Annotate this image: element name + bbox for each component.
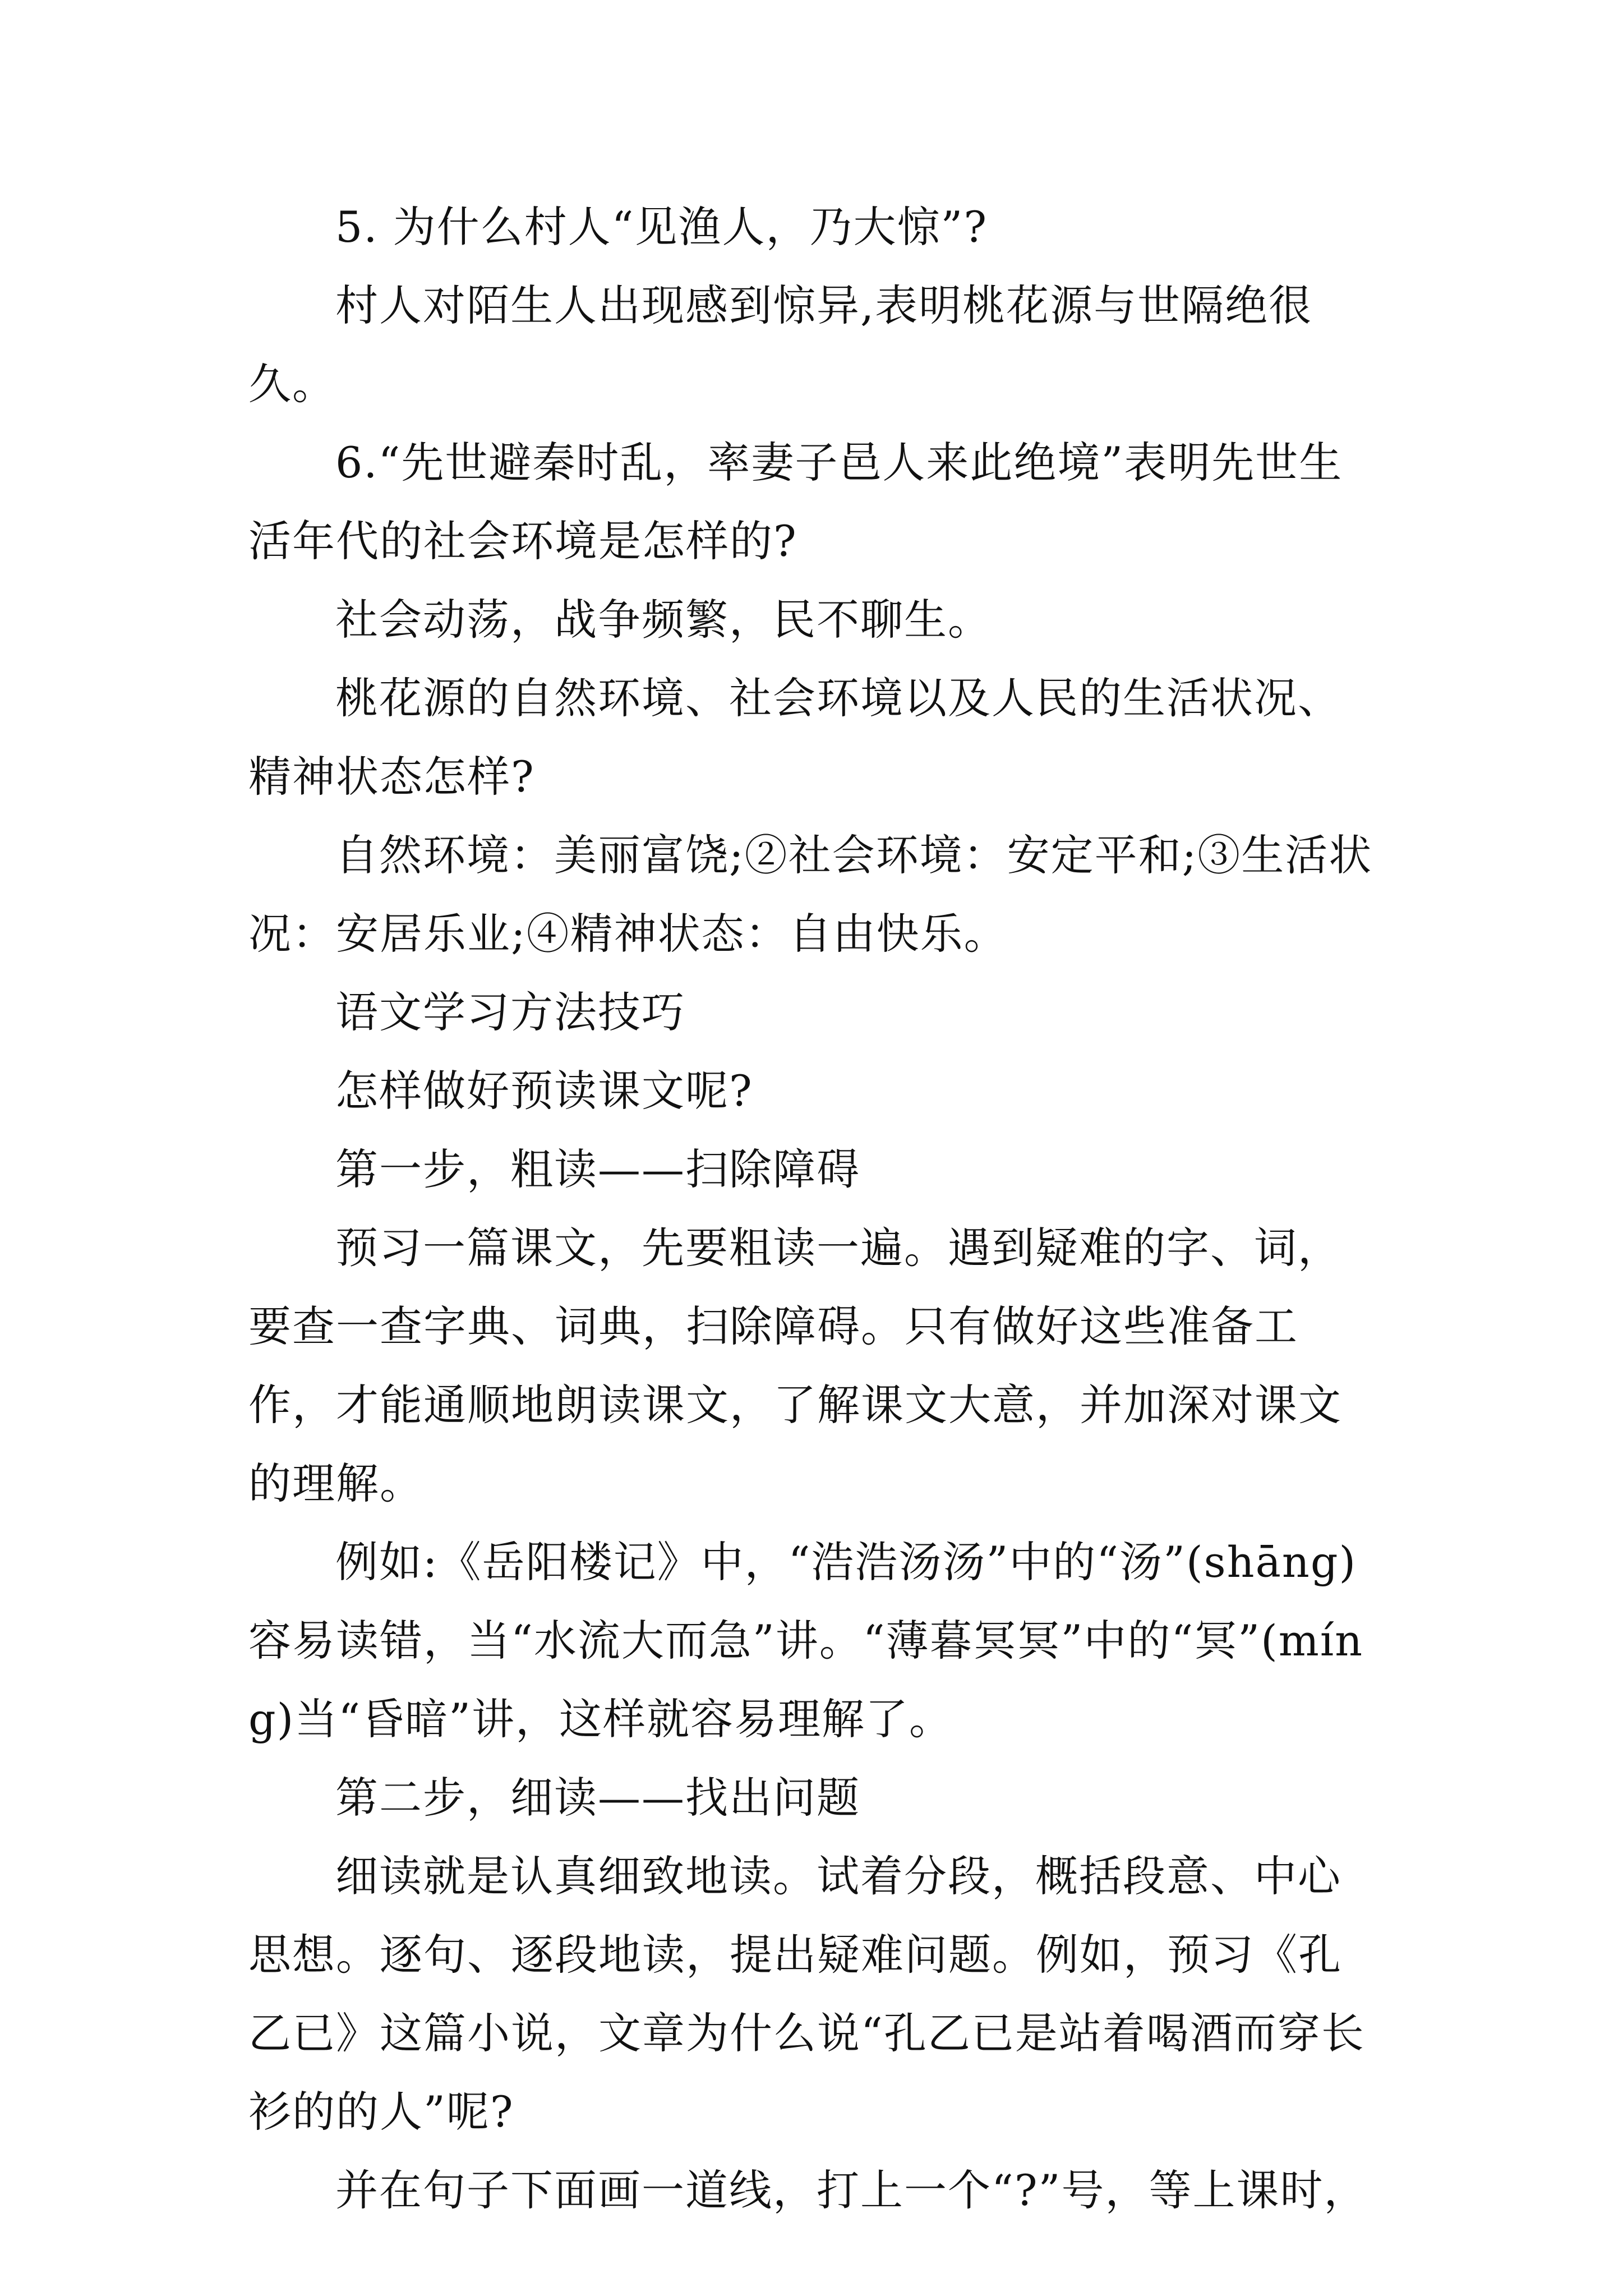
paragraph-q6: 6.“先世避秦时乱，率妻子邑人来此绝境”表明先世生活年代的社会环境是怎样的? xyxy=(248,438,1343,566)
step-two-continuation: 并在句子下面画一道线，打上一个“?”号，等上课时， xyxy=(335,2165,1368,2215)
step-one-body: 预习一篇课文，先要粗读一遍。遇到疑难的字、词，要查一查字典、词典，扫除障碍。只有做好这些准备工作，才能通顺地朗读课文，了解课文大意，并加深对课文的理解。 xyxy=(248,1223,1342,1508)
section-heading-methods: 语文学习方法技巧 xyxy=(335,987,685,1037)
paragraph-a6: 社会动荡，战争频繁，民不聊生。 xyxy=(335,595,992,645)
paragraph-q7: 桃花源的自然环境、社会环境以及人民的生活状况、精神状态怎样? xyxy=(248,673,1341,802)
paragraph-a5: 村人对陌生人出现感到惊异,表明桃花源与世隔绝很久。 xyxy=(248,280,1313,409)
step-two-body: 细读就是认真细致地读。试着分段，概括段意、中心思想。逐句、逐段地读，提出疑难问题。例如，预习《孔乙已》这篇小说，文章为什么说“孔乙已是站着喝酒而穿长衫的的人”呢? xyxy=(248,1851,1365,2137)
paragraph-q5: 5. 为什么村人“见渔人，乃大惊”? xyxy=(335,202,988,252)
document-body xyxy=(248,188,1381,2230)
step-one-heading: 第一步，粗读——扫除障碍 xyxy=(335,1144,860,1194)
paragraph-a7: 自然环境：美丽富饶;②社会环境：安定平和;③生活状况：安居乐业;④精神状态：自由快乐。 xyxy=(248,830,1373,959)
question-preview-reading: 怎样做好预读课文呢? xyxy=(335,1066,753,1116)
step-two-heading: 第二步，细读——找出问题 xyxy=(335,1773,860,1823)
step-one-example: 例如:《岳阳楼记》中，“浩浩汤汤”中的“汤”(shāng)容易读错，当“水流大而急”讲。“薄暮冥冥”中的“冥”(míng)当“昏暗”讲，这样就容易理解了。 xyxy=(248,1537,1364,1744)
